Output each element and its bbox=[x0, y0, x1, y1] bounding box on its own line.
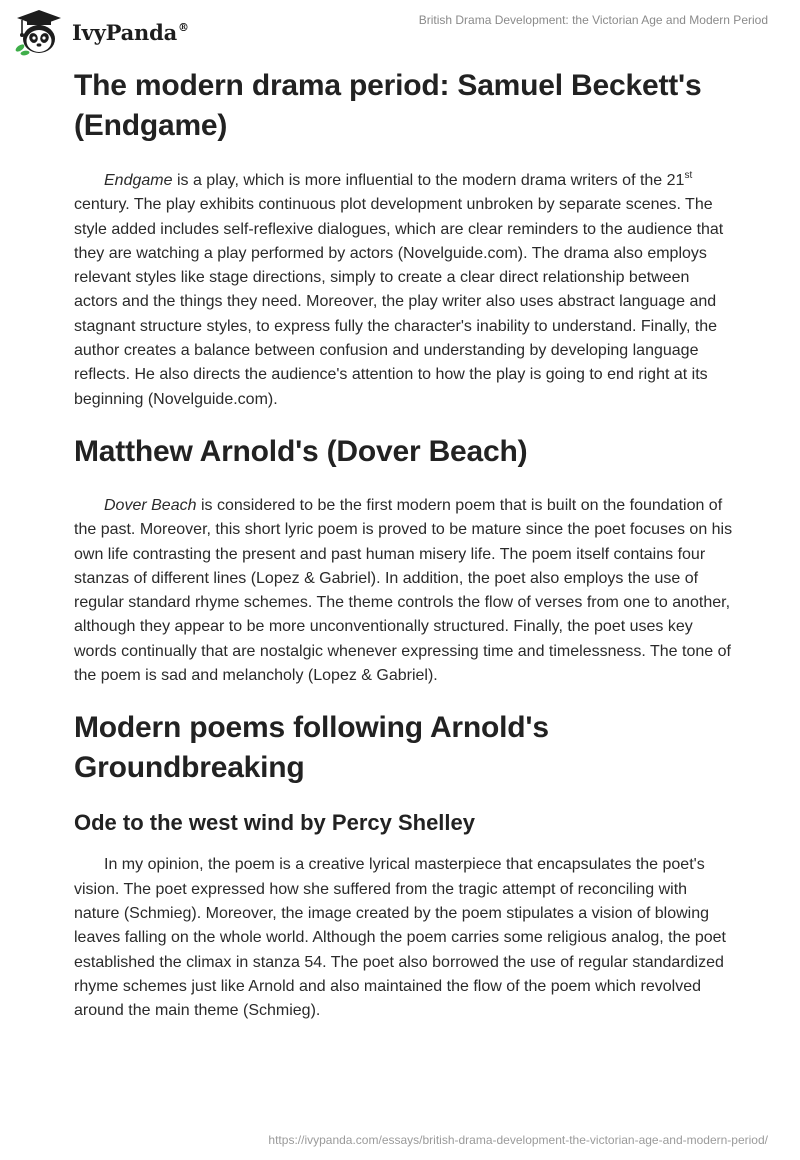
logo-text: IvyPanda® bbox=[72, 19, 189, 45]
title-italic: Dover Beach bbox=[104, 496, 197, 514]
title-italic: Endgame bbox=[104, 172, 173, 189]
essay-content bbox=[74, 66, 734, 1023]
ivypanda-logo[interactable] bbox=[14, 8, 189, 56]
source-url[interactable]: https://ivypanda.com/essays/british-drama-development-the-victorian-age-and-modern-period/ bbox=[268, 1133, 768, 1147]
subheading-ode-west-wind: Ode to the west wind by Percy Shelley bbox=[74, 810, 476, 836]
section-heading-modern-poems: Modern poems following Arnold's Groundbreaking bbox=[74, 711, 549, 785]
section-heading-dover-beach: Matthew Arnold's (Dover Beach) bbox=[74, 434, 528, 468]
page-header bbox=[0, 0, 800, 64]
paragraph-endgame: Endgame is a play, which is more influential to the modern drama writers of the 21st century. The play exhibits continuous plot development unbroken by separate scenes. The style added includes self-reflexive dialogues, which are clear reminders to the audience that they are watching a play performed by actors (Novelguide.com). The drama also employs relevant styles like stage directions, simply to create a clear direct relationship between actors and the things they need. Moreover, the play writer also uses abstract language and stagnant structure styles, to express fully the character's inability to understand. Finally, the author creates a balance between confusion and understanding by developing language reflects. He also directs the audience's attention to how the play is going to end right at its beginning (Novelguide.com). bbox=[74, 170, 724, 408]
panda-graduate-icon bbox=[14, 8, 64, 56]
paragraph-dover-beach: Dover Beach is considered to be the first modern poem that is built on the foundation of the past. Moreover, this short lyric poem is proved to be mature since the poet focuses on his own life contrasting the present and past human misery life. The poem itself contains four stanzas of different lines (Lopez & Gabriel). In addition, the poet also employs the use of regular standard rhyme schemes. The theme controls the flow of verses from one to another, although they appear to be more unconventionally structured. Finally, the poet uses key words continually that are nostalgic whenever expressing time and timelessness. The tone of the poem is sad and melancholy (Lopez & Gabriel). bbox=[74, 496, 733, 685]
section-heading-endgame: The modern drama period: Samuel Beckett's (Endgame) bbox=[74, 69, 702, 142]
document-title: British Drama Development: the Victorian Age and Modern Period bbox=[418, 13, 768, 27]
paragraph-ode-west-wind: In my opinion, the poem is a creative lyrical masterpiece that encapsulates the poet's vision. The poet expressed how she suffered from the tragic attempt of reconciling with nature (Schmieg). Moreover, the image created by the poem stipulates a vision of blowing leaves falling on the whole world. Although the poem carries some religious analog, the poet established the climax in stanza 54. The poet also borrowed the use of regular standardized rhyme schemes just like Arnold and also maintained the flow of the poem which revolved around the main theme (Schmieg). bbox=[74, 856, 726, 1020]
